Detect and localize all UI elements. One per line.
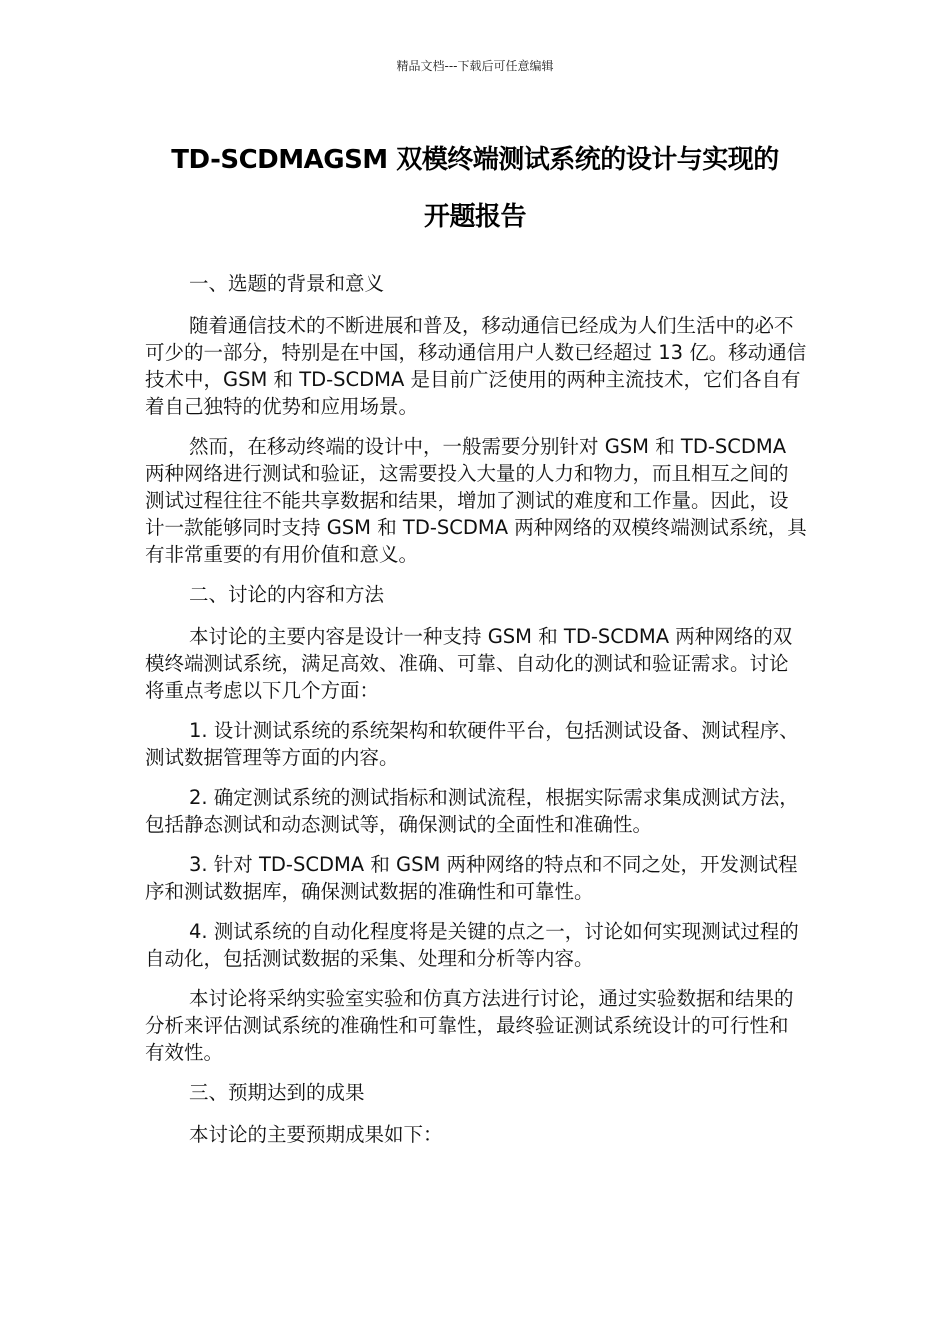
document-title-line-2: 开题报告 xyxy=(423,202,526,232)
paragraph-content-intro: 本讨论的主要内容是设计一种支持 GSM 和 TD-SCDMA 两种网络的双模终端测试系统，满足高效、准确、可靠、自动化的测试和验证需求。讨论将重点考虑以下几个方面： xyxy=(145,625,793,702)
paragraph-method: 本讨论将采纳实验室实验和仿真方法进行讨论，通过实验数据和结果的分析来评估测试系统的准确性和可靠性，最终验证测试系统设计的可行性和有效性。 xyxy=(145,987,794,1064)
document-title-line-1: TD-SCDMAGSM 双模终端测试系统的设计与实现的 xyxy=(171,145,779,175)
list-item-3: 3. 针对 TD-SCDMA 和 GSM 两种网络的特点和不同之处，开发测试程序和测试数据库，确保测试数据的准确性和可靠性。 xyxy=(145,853,798,903)
paragraph-expected-results: 本讨论的主要预期成果如下： xyxy=(189,1123,443,1146)
list-item-1: 1. 设计测试系统的系统架构和软硬件平台，包括测试设备、测试程序、测试数据管理等方面的内容。 xyxy=(145,719,799,769)
list-item-4: 4. 测试系统的自动化程度将是关键的点之一，讨论如何实现测试过程的自动化，包括测试数据的采集、处理和分析等内容。 xyxy=(145,920,799,970)
document-body xyxy=(145,270,807,1161)
section-heading-background: 一、选题的背景和意义 xyxy=(189,272,385,295)
section-heading-content-method: 二、讨论的内容和方法 xyxy=(189,583,385,606)
section-heading-expected-results: 三、预期达到的成果 xyxy=(189,1081,365,1104)
paragraph-background-1: 随着通信技术的不断进展和普及，移动通信已经成为人们生活中的必不可少的一部分，特别是在中国，移动通信用户人数已经超过 13 亿。移动通信技术中，GSM 和 TD-SCDMA 是目前广泛使用的两种主流技术，它们各自有着自己独特的优势和应用场景。 xyxy=(145,314,807,418)
paragraph-background-2: 然而，在移动终端的设计中，一般需要分别针对 GSM 和 TD-SCDMA 两种网络进行测试和验证，这需要投入大量的人力和物力，而且相互之间的测试过程往往不能共享数据和结果，增加了测试的难度和工作量。因此，设计一款能够同时支持 GSM 和 TD-SCDMA 两种网络的双模终端测试系统，具有非常重要的有用价值和意义。 xyxy=(145,435,807,566)
page-header-note: 精品文档---下载后可任意编辑 xyxy=(396,59,554,73)
list-item-2: 2. 确定测试系统的测试指标和测试流程，根据实际需求集成测试方法，包括静态测试和动态测试等，确保测试的全面性和准确性。 xyxy=(145,786,799,836)
